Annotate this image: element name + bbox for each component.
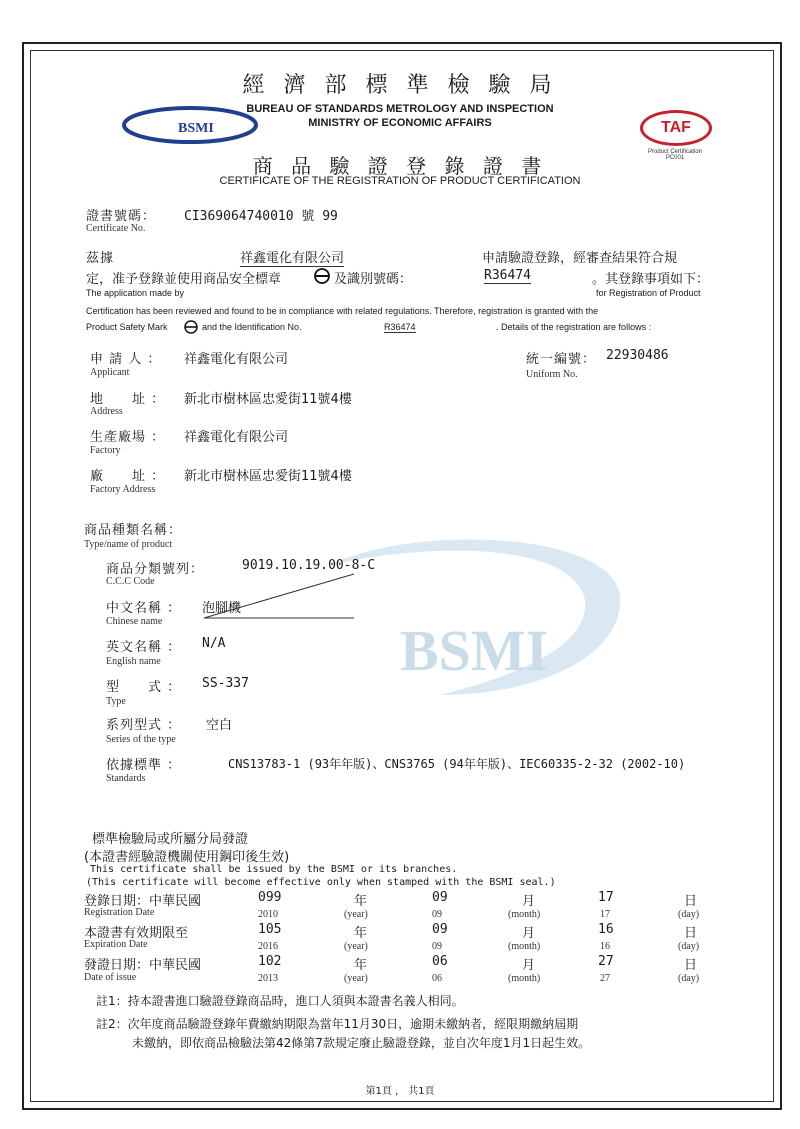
exp-date-day-unit: 日 bbox=[684, 926, 698, 941]
intro-line2-end: 。其登錄事項如下： bbox=[592, 272, 710, 287]
reg-date-day: 17 bbox=[598, 890, 614, 905]
factory-address-label: 廠 址 ： bbox=[90, 469, 166, 484]
reg-date-label-en: Registration Date bbox=[84, 907, 155, 918]
exp-date-day-s: 16 bbox=[600, 941, 610, 952]
note-2b: 未繳納，即依商品檢驗法第42條第7款規定廢止驗證登錄，並自次年度1月1日起生效。 bbox=[132, 1036, 591, 1050]
intro-company: 祥鑫電化有限公司 bbox=[240, 247, 344, 267]
en-name-value: N/A bbox=[202, 636, 226, 651]
ccc-label-en: C.C.C Code bbox=[106, 576, 155, 587]
svg-text:BSMI: BSMI bbox=[178, 121, 214, 136]
safety-mark-icon bbox=[312, 268, 332, 284]
exp-date-label: 本證書有效期限至 bbox=[84, 926, 189, 941]
taf-logo: TAF Product Certification PC001 bbox=[640, 110, 710, 161]
series-value: 空白 bbox=[206, 718, 233, 733]
series-label: 系列型式 ： bbox=[106, 718, 182, 733]
issue-date-year-unit: 年 bbox=[354, 958, 368, 973]
reg-date-month-unit: 月 bbox=[522, 894, 536, 909]
intro-en-1b: for Registration of Product bbox=[596, 288, 701, 298]
cert-no-label: 證書號碼： bbox=[86, 209, 157, 224]
svg-text:BSMI: BSMI bbox=[400, 618, 549, 683]
en-name-label: 英文名稱 ： bbox=[106, 640, 182, 655]
cert-no-value: CI369064740010 號 99 bbox=[184, 209, 338, 224]
issue-date-month-unit: 月 bbox=[522, 958, 536, 973]
intro-en-3d: . Details of the registration are follows : bbox=[496, 322, 652, 332]
applicant-value: 祥鑫電化有限公司 bbox=[184, 352, 289, 367]
cn-name-value: 泡腳機 bbox=[202, 601, 242, 616]
cert-no-label-en: Certificate No. bbox=[86, 223, 146, 234]
factory-address-label-en: Factory Address bbox=[90, 484, 156, 495]
issue-date-label-en: Date of issue bbox=[84, 972, 137, 983]
exp-date-day: 16 bbox=[598, 922, 614, 937]
note-1: 註1：持本證書進口驗證登錄商品時，進口人須與本證書名義人相同。 bbox=[96, 994, 464, 1008]
product-type-label: 商品種類名稱： bbox=[84, 523, 183, 538]
issue-date-day-en: (day) bbox=[678, 973, 700, 984]
exp-date-label-en: Expiration Date bbox=[84, 939, 148, 950]
bsmi-watermark bbox=[320, 525, 640, 705]
type-label-en: Type bbox=[106, 696, 126, 707]
reg-date-year: 099 bbox=[258, 890, 282, 905]
reg-date-month-s: 09 bbox=[432, 909, 442, 920]
page-indicator: 第1頁 ， 共1頁 bbox=[365, 1086, 435, 1097]
issuance-line4: (This certificate will become effective only when stamped with the BSMI seal.) bbox=[86, 877, 556, 888]
address-label-en: Address bbox=[90, 406, 123, 417]
factory-label-en: Factory bbox=[90, 445, 121, 456]
exp-date-year: 105 bbox=[258, 922, 282, 937]
reg-date-year-unit: 年 bbox=[354, 894, 368, 909]
issue-date-day-s: 27 bbox=[600, 973, 610, 984]
cn-name-label: 中文名稱 ： bbox=[106, 601, 182, 616]
issue-date-day-unit: 日 bbox=[684, 958, 698, 973]
uniform-no-label: 統一編號： bbox=[526, 352, 597, 367]
intro-en-3b: and the Identification No. bbox=[202, 322, 302, 332]
exp-date-year-ad: 2016 bbox=[258, 941, 278, 952]
intro-line2: 定，准予登錄並使用商品安全標章 bbox=[86, 272, 282, 287]
standards-value: CNS13783-1 (93年年版)、CNS3765 (94年年版)、IEC60335-2-32 (2002-10) bbox=[228, 757, 686, 771]
reg-date-year-en: (year) bbox=[344, 909, 368, 920]
applicant-label: 申 請 人 ： bbox=[90, 352, 162, 367]
uniform-no-value: 22930486 bbox=[606, 348, 669, 363]
issuance-line2: (本證書經驗證機關使用鋼印後生效) bbox=[84, 850, 290, 865]
exp-date-month: 09 bbox=[432, 922, 448, 937]
intro-en-3a: Product Safety Mark bbox=[86, 322, 168, 332]
reg-date-day-s: 17 bbox=[600, 909, 610, 920]
ministry-title-en: MINISTRY OF ECONOMIC AFFAIRS bbox=[308, 117, 492, 129]
exp-date-year-unit: 年 bbox=[354, 926, 368, 941]
exp-date-month-en: (month) bbox=[508, 941, 541, 952]
exp-date-year-en: (year) bbox=[344, 941, 368, 952]
certificate-title-cn: 商 品 驗 證 登 錄 證 書 bbox=[252, 154, 548, 178]
issue-date-month: 06 bbox=[432, 954, 448, 969]
intro-id-no: R36474 bbox=[484, 268, 531, 283]
note-2a: 註2：次年度商品驗證登錄年費繳納期限為當年11月30日，逾期未繳納者，經限期繳納屆期 bbox=[96, 1017, 579, 1031]
en-name-label-en: English name bbox=[106, 656, 161, 667]
standards-label-en: Standards bbox=[106, 773, 146, 784]
factory-address-value: 新北市樹林區忠愛街11號4樓 bbox=[184, 469, 352, 484]
factory-value: 祥鑫電化有限公司 bbox=[184, 430, 289, 445]
ccc-value: 9019.10.19.00-8-C bbox=[242, 558, 376, 573]
bureau-title-en: BUREAU OF STANDARDS METROLOGY AND INSPECTION bbox=[246, 103, 554, 115]
issuance-line3: This certificate shall be issued by the BSMI or its branches. bbox=[90, 864, 458, 875]
issue-date-label: 發證日期：中華民國 bbox=[84, 958, 202, 973]
standards-label: 依據標準 ： bbox=[106, 758, 182, 773]
factory-label: 生產廠場 ： bbox=[90, 430, 166, 445]
intro-line2-id-label: 及識別號碼： bbox=[334, 272, 413, 287]
issue-date-year-en: (year) bbox=[344, 973, 368, 984]
reg-date-day-en: (day) bbox=[678, 909, 700, 920]
intro-en-3c: R36474 bbox=[384, 322, 416, 332]
exp-date-month-unit: 月 bbox=[522, 926, 536, 941]
issue-date-month-s: 06 bbox=[432, 973, 442, 984]
type-label: 型 式 ： bbox=[106, 680, 182, 695]
issuance-line1: 標準檢驗局或所屬分局發證 bbox=[92, 832, 249, 847]
address-value: 新北市樹林區忠愛街11號4樓 bbox=[184, 392, 352, 407]
reg-date-day-unit: 日 bbox=[684, 894, 698, 909]
issue-date-month-en: (month) bbox=[508, 973, 541, 984]
issue-date-day: 27 bbox=[598, 954, 614, 969]
reg-date-month-en: (month) bbox=[508, 909, 541, 920]
intro-en-2: Certification has been reviewed and found to be in compliance with related regulations. Therefore, registration is granted with the bbox=[86, 306, 599, 316]
type-value: SS-337 bbox=[202, 676, 249, 691]
bureau-title-cn: 經 濟 部 標 準 檢 驗 局 bbox=[242, 73, 558, 98]
reg-date-month: 09 bbox=[432, 890, 448, 905]
certificate-title-en: CERTIFICATE OF THE REGISTRATION OF PRODUCT CERTIFICATION bbox=[219, 175, 581, 187]
issue-date-year-ad: 2013 bbox=[258, 973, 278, 984]
uniform-no-label-en: Uniform No. bbox=[526, 369, 578, 380]
intro-line1-end: 申請驗證登錄，經審查結果符合規 bbox=[482, 251, 678, 266]
reg-date-label: 登錄日期：中華民國 bbox=[84, 894, 202, 909]
issue-date-year: 102 bbox=[258, 954, 282, 969]
exp-date-month-s: 09 bbox=[432, 941, 442, 952]
exp-date-day-en: (day) bbox=[678, 941, 700, 952]
intro-hereby: 茲據 bbox=[86, 251, 115, 266]
safety-mark-icon-small bbox=[182, 320, 200, 334]
address-label: 地 址 ： bbox=[90, 392, 166, 407]
reg-date-year-ad: 2010 bbox=[258, 909, 278, 920]
cn-name-label-en: Chinese name bbox=[106, 616, 163, 627]
intro-en-1: The application made by bbox=[86, 288, 185, 298]
applicant-label-en: Applicant bbox=[90, 367, 130, 378]
product-type-label-en: Type/name of product bbox=[84, 539, 173, 550]
series-label-en: Series of the type bbox=[106, 734, 176, 745]
ccc-label: 商品分類號列： bbox=[106, 562, 205, 577]
